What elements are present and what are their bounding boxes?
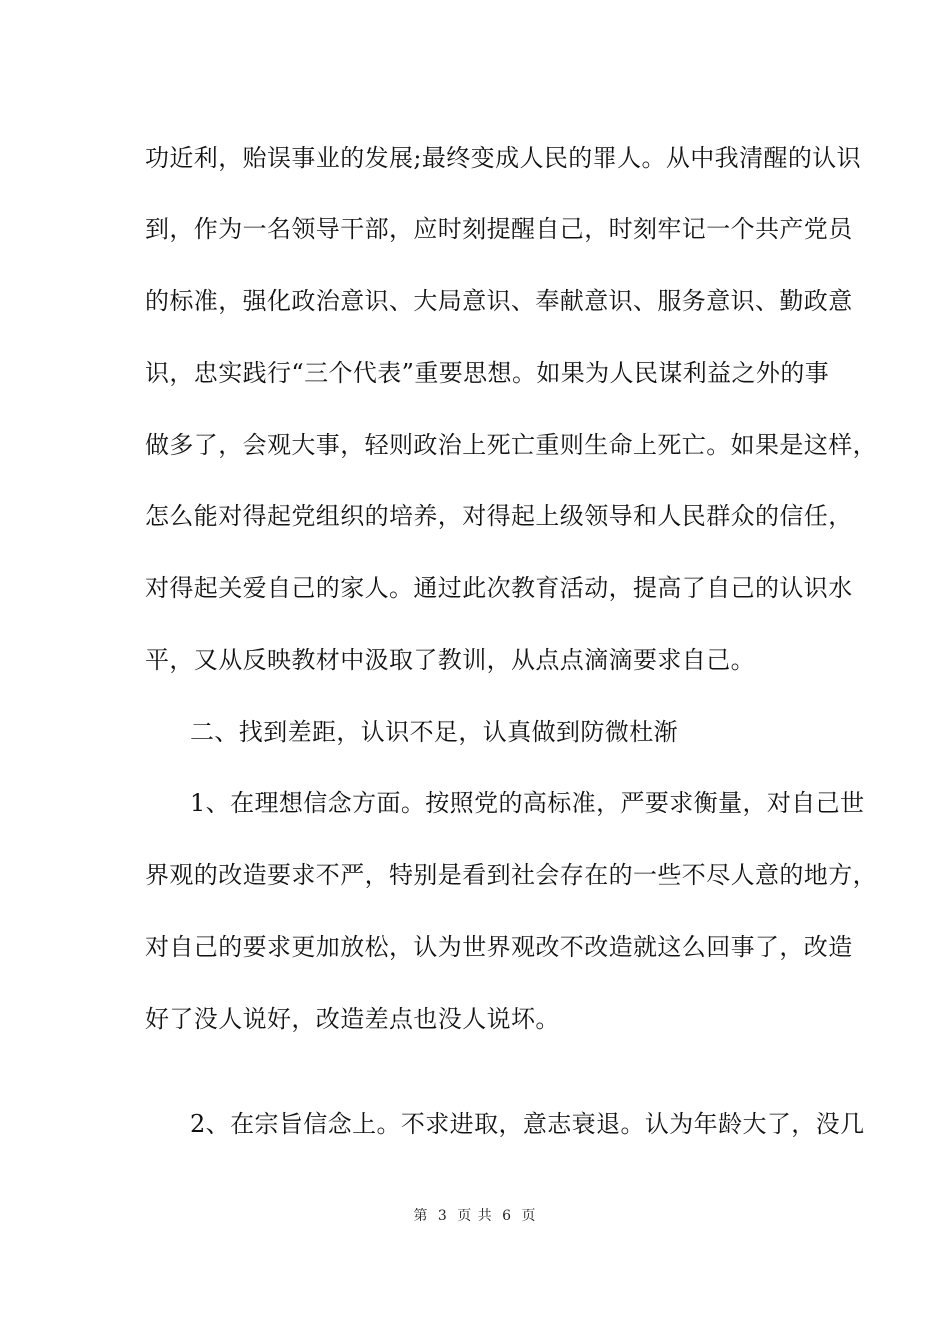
paragraph-line: 到，作为一名领导干部，应时刻提醒自己，时刻牢记一个共产党员 [145, 215, 853, 243]
page-footer [0, 1207, 950, 1225]
paragraph-line: 功近利，贻误事业的发展;最终变成人民的罪人。从中我清醒的认识 [145, 144, 862, 172]
paragraph-line: 界观的改造要求不严，特别是看到社会存在的一些不尽人意的地方， [145, 861, 877, 889]
paragraph-line: 2、在宗旨信念上。不求进取，意志衰退。认为年龄大了，没几 [190, 1110, 865, 1138]
footer-prefix: 第 [413, 1208, 429, 1224]
paragraph-line: 的标准，强化政治意识、大局意识、奉献意识、服务意识、勤政意 [145, 287, 853, 315]
footer-current-page: 3 [437, 1208, 448, 1224]
paragraph-line: 做多了，会观大事，轻则政治上死亡重则生命上死亡。如果是这样， [145, 431, 877, 459]
paragraph-line: 识，忠实践行“三个代表”重要思想。如果为人民谋利益之外的事 [145, 359, 830, 387]
paragraph-line: 平，又从反映教材中汲取了教训，从点点滴滴要求自己。 [145, 646, 755, 674]
paragraph-line: 好了没人说好，改造差点也没人说坏。 [145, 1005, 560, 1033]
section-heading: 二、找到差距，认识不足，认真做到防微杜渐 [190, 718, 678, 746]
paragraph-line: 对得起关爱自己的家人。通过此次教育活动，提高了自己的认识水 [145, 574, 853, 602]
paragraph-line: 对自己的要求更加放松，认为世界观改不改造就这么回事了，改造 [145, 933, 853, 961]
paragraph-line: 怎么能对得起党组织的培养，对得起上级领导和人民群众的信任， [145, 502, 853, 530]
footer-middle: 页 共 [457, 1208, 493, 1224]
footer-suffix: 页 [521, 1208, 537, 1224]
footer-total-pages: 6 [502, 1208, 513, 1224]
paragraph-line: 1、在理想信念方面。按照党的高标准，严要求衡量，对自己世 [190, 789, 865, 817]
